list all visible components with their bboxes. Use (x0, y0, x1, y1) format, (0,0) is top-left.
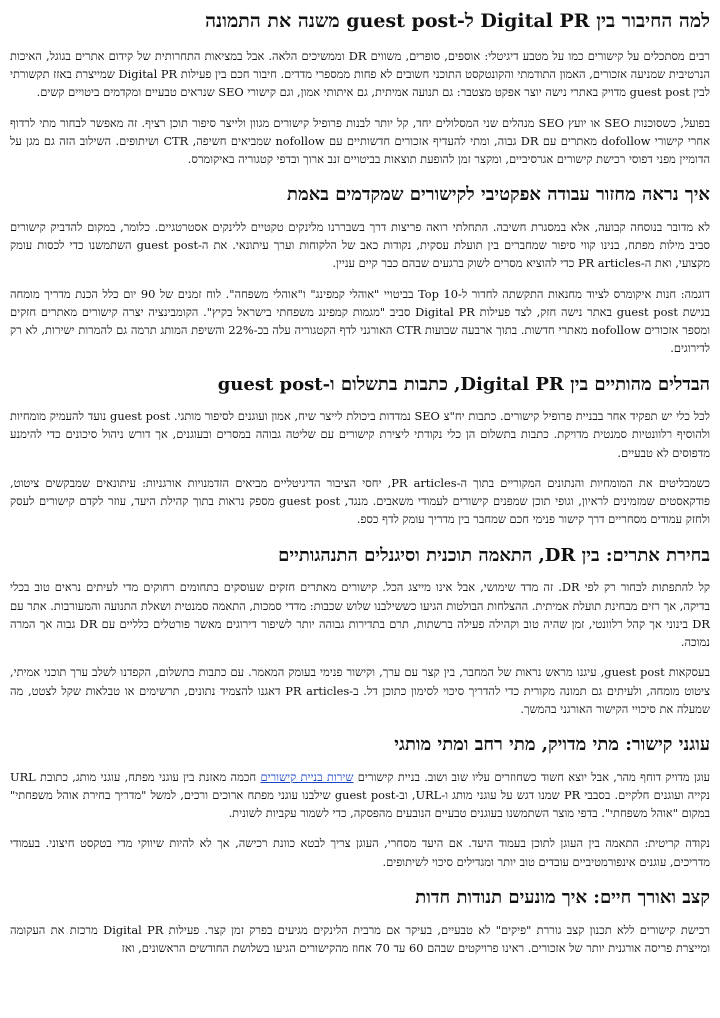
workflow-paragraph-2: דוגמה: חנות איקומרס לציוד מחנאות התקשתה לחדור ל-Top 10 בביטויי "אוהלי קמפינג" ו"אוהלי משפחה". לוח זמנים של 90 יום כלל הכנת מדריך מומחה בגישת guest post באתר נישה חזק, לצד פעילות Digital PR סביב "מגמות קמפינג משפחתי בישראל בקיץ". הקומבינציה יצרה קישורים מאתרים חזקים ומספר אזכורים nofollow מאתרי חדשות. בתוך ארבעה שבועות CTR האורגני לדף הקטגוריה עלה בכ-22% והשיפת המותג תרמה גם להמרות ישירות, לא רק לדירוגים. (10, 286, 710, 356)
section-heading-workflow: איך נראה מחזור עבודה אפקטיבי לקישורים שמקדמים באמת (287, 184, 710, 206)
article-title: למה החיבור בין Digital PR ל-guest post משנה את התמונה (205, 10, 710, 32)
article (10, 0, 710, 957)
anchors-text-before-link: עוגן מדויק דוחף מהר, אבל יוצא חשוד כשחוזרים עליו שוב ושוב. בניית קישורים (353, 769, 710, 784)
workflow-paragraph-1: לא מדובר בנוסחה קבועה, אלא במסגרת חשיבה. התחלתי רואה פריצות דרך בשבררנו מלינקים טקטיים ללינקים אסטרטגיים. כלומר, במקום להדביק קישורים סביב מילות מפתח, בנינו קווי סיפור שמחברים בין תועלת עסקית, נקודות כאב של הלקוחות וערך עיתונאי. את ה-guest post השתמשנו כדי לכסות עומק מקצועי, ואת ה-PR articles כדי להוציא מסרים לשוק ברגעים שבהם כבר קיים עניין. (10, 219, 710, 271)
anchors-text-after-link: חכמה מאזנת בין עוגני מפתח, עוגני מותג, כתובת URL נקייה ועוגנים חלקיים. בסבבי PR שמנו דגש על עוגני מותג ו-URL, וב-guest post שילבנו עוגני מפתח ארוכים ורכים, למשל "מדריך בחירת אוהל משפחתי" במקום "אוהל משפחתי". בדפי מוצר השתמשנו בעוגנים טבעיים הנובעים מהפסקה, כדי לשמור עקביות לשונית. (10, 769, 710, 821)
section-heading-pace: קצב ואורך חיים: איך מונעים תנודות חדות (415, 886, 710, 908)
pace-paragraph: רכישת קישורים ללא תכנון קצב גוררת "פיקים" לא טבעיים, בעיקר אם מרבית הלינקים מגיעים בפרק זמן קצר. פעילות Digital PR מרכזת את העקומה ומייצרת פריסה אורגנית יותר של אזכורים. ראינו פרויקטים שבהם 60 עד 70 אחוז מהקישורים הגיעו בשלושת החודשים הראשונים, ואז (10, 922, 710, 955)
anchors-paragraph-2: נקודה קריטית: התאמה בין העוגן לתוכן בעמוד היעד. אם היעד מסחרי, העוגן צריך לבטא כוונת רכישה, אך לא להיות שיווקי מדי בטקסט חיצוני. בעמודי מדריכים, עוגנים אינפורמטיביים עובדים טוב יותר ומגדילים סיכוי לשיתופים. (10, 836, 710, 869)
intro-paragraph-1: רבים מסתכלים על קישורים כמו על מטבע דיגיטלי: אוספים, סופרים, משווים DR וממשיכים הלאה. אבל במציאות התחרותית של קידום אתרים בגוגל, האיכות הנרטיבית שמניעה אזכורים, האמון התודמתי והקונטקסט התוכני חשובים לא פחות ממספרי מדדים. חיבור חכם בין פעילות Digital PR שמייצרת באזז תקשורתי לבין guest post מדויק באתרי נישה יוצר אפקט מצטבר: גם תנועה אמיתית, גם איתותי אמון, וגם קישורי SEO שנראים טבעיים ומקדמים ביטויים קשים. (10, 48, 710, 100)
intro-paragraph-2: בפועל, כשסוכנות SEO או יועץ SEO מנהלים שני המסלולים יחד, קל יותר לבנות פרופיל קישורים מגוון ולייצר סיפור תוכן רציף. זה מאפשר לבחור מתי לרדוף אחרי קישורי dofollow מאתרים עם DR גבוה, ומתי להעדיף אזכורים חדשותיים עם nofollow שמביאים חשיפה, CTR ושיתופים. השילוב הזה גם מגן על הדומיין מפני דפוסי רכישת קישורים אגרסיביים, ומקצר זמן להופעת תוצאות בביטויים זנב ארוך ובדפי קטגוריה באיקומרס. (10, 115, 710, 167)
link-building-service-link[interactable]: שירות בניית קישורים (260, 769, 354, 784)
site-selection-paragraph-1: קל להתפתות לבחור רק לפי DR. זה מדד שימושי, אבל אינו מייצג הכל. קישורים מאתרים חזקים שעוסקים בתחומים רחוקים מדי לעיתים נראים טוב בכלי בדיקה, אך רזים מבחינת תועלת אמיתית. ההצלחות הבולטות הגיעו כששילבנו שלוש שכבות: מדדי סמכות, התאמה סמנטית ושאלת התנועה והמעורבות. אתר עם DR בינוני אך קהל רלוונטי, זמן שהיה טוב וקהילה פעילה ברשתות, תרם בתדירות גבוהה יותר לשיפור דירוגים מאשר פורטלים כלליים עם DR גבוה אך המרה נמוכה. (10, 580, 710, 650)
differences-paragraph-2: כשמבליטים את המומחיות והנתונים המקוריים בתוך ה-PR articles, יחסי הציבור הדיגיטליים מביאים הזדמנויות אורגניות: עיתונאים שמבקשים ציטוט, פודקאסטים שמזמינים לראיון, וגופי תוכן שמפנים קישורים לעמודי משאבים. מנגד, guest post מספק נראות בתוך קהילת היעד, עוזר לקדם קישורים לעסק ולחזק עמודים מסחריים דרך קישור פנימי חכם שמחבר בין מדריך עומק לדף כספ. (10, 475, 710, 527)
anchors-paragraph-1 (10, 768, 710, 823)
differences-paragraph-1: לכל כלי יש תפקיד אחר בבניית פרופיל קישורים. כתבות יח"צ SEO נמדדות ביכולת לייצר שיח, אמון ועוגנים לסיפור מותגי. guest post נועד להעמיק מומחיות ולהוסיף רלוונטיות סמנטית מדויקת. כתבות בתשלום הן כלי נקודתי ליצירת קישורים עם שליטה גבוהה במסרים ובעוגנים, אך דורש ניהול סיכונים כדי להימנע מדפוסים לא טבעיים. (10, 409, 710, 460)
section-heading-anchors: עוגני קישור: מתי מדויק, מתי רחב ומתי מותגי (394, 734, 710, 756)
section-heading-differences: הבדלים מהותיים בין Digital PR, כתבות בתשלום ו-guest post (217, 373, 710, 395)
site-selection-paragraph-2: בעסקאות guest post, עיגנו מראש נראות של המחבר, בין קצר עם ערך, וקישור פנימי בעומק המאמר. עם כתבות בתשלום, הקפדנו לשלב ערך תוכני אמיתי, ציטוט מומחה, ולעיתים גם תמונה מקורית כדי להדריך סיכוי לסימון כתוכן דל. ב-PR articles דאגנו להצמיד נתונים, תרשימים או טבלאות שקל לצטט, מה שמעלה את סיכויי הקישור האורגני בהמשך. (10, 665, 711, 716)
section-heading-site-selection: בחירת אתרים: בין DR, התאמה תוכנית וסיגנלים התנהגותיים (278, 544, 710, 566)
